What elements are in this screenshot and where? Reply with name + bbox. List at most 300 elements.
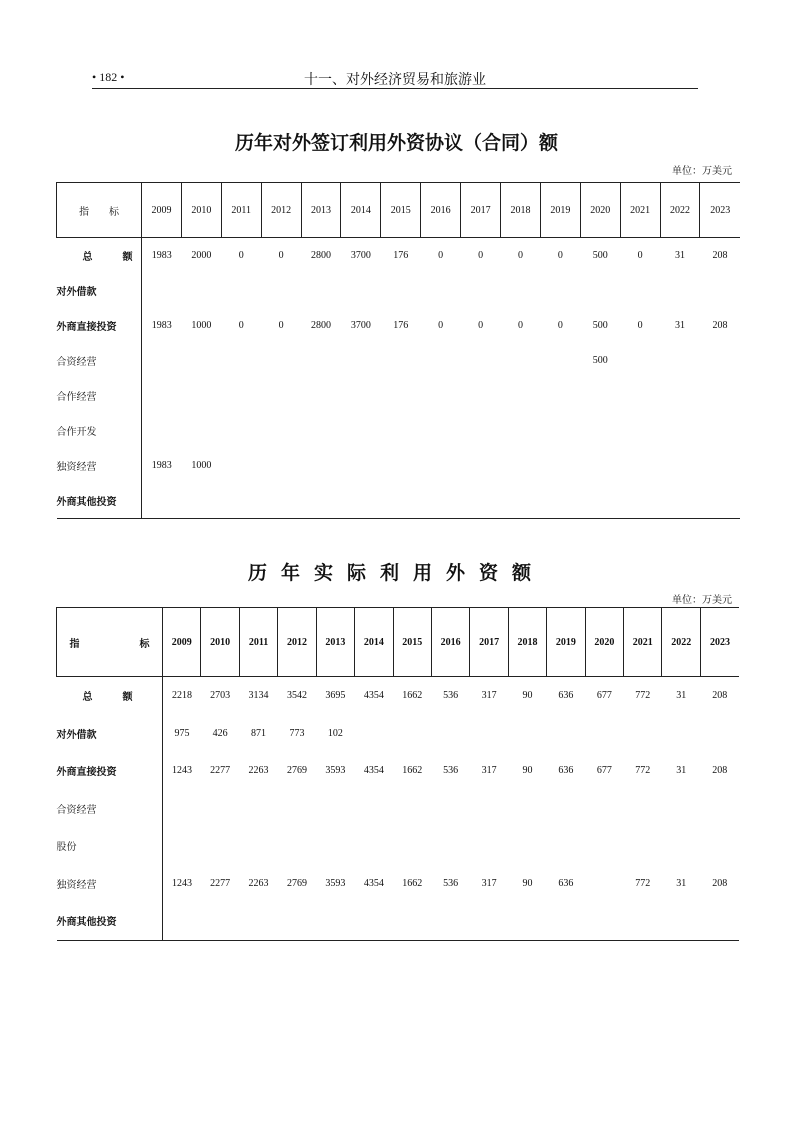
table-cell: 31	[675, 250, 686, 261]
table-cell: 3593	[325, 877, 346, 889]
table-cell	[239, 827, 277, 865]
table-cell: 0	[637, 250, 643, 261]
table1-body	[57, 238, 741, 519]
table-cell	[624, 790, 662, 828]
table-cell	[624, 902, 662, 940]
table2-year-header: 2023	[700, 608, 739, 677]
table-cell	[461, 378, 501, 413]
table-cell: 2277	[210, 765, 231, 777]
table-cell	[381, 273, 421, 308]
table-cell	[624, 715, 662, 753]
table-cell: 677	[596, 765, 612, 777]
table-cell: 0	[278, 320, 284, 331]
table-cell: 500	[592, 355, 608, 366]
table-cell	[142, 273, 182, 308]
table-cell	[221, 483, 261, 519]
table1-year-header: 2016	[421, 183, 461, 238]
table-cell: 176	[393, 320, 409, 331]
table2-year-header: 2009	[163, 608, 201, 677]
table-cell	[301, 273, 341, 308]
table-cell	[221, 413, 261, 448]
table-cell	[501, 483, 541, 519]
table-cell	[508, 790, 546, 828]
table-cell: 2277	[210, 877, 231, 889]
row-label: 外商直接投资	[57, 308, 142, 343]
table1-year-header: 2009	[142, 183, 182, 238]
table-cell: 3700	[350, 250, 371, 261]
table-cell: 772	[635, 690, 651, 702]
row-label: 总 额	[57, 238, 142, 274]
chapter-title: 十一、对外经济贸易和旅游业	[304, 72, 486, 88]
table-cell	[660, 378, 700, 413]
table-cell: 0	[517, 250, 523, 261]
table-cell: 0	[238, 250, 244, 261]
table-cell	[660, 483, 700, 519]
table-cell	[470, 827, 508, 865]
table-cell: 636	[558, 765, 574, 777]
table-cell	[461, 413, 501, 448]
table-cell: 208	[712, 250, 728, 261]
table-cell	[301, 413, 341, 448]
table-cell: 90	[522, 690, 533, 702]
table1-year-header: 2018	[501, 183, 541, 238]
table-cell	[585, 865, 623, 903]
table-cell: 1243	[171, 877, 192, 889]
table-cell	[393, 827, 431, 865]
table-cell	[700, 343, 740, 378]
row-label: 外商其他投资	[57, 902, 163, 940]
table-cell	[278, 790, 316, 828]
table-row	[57, 343, 741, 378]
table-cell	[421, 273, 461, 308]
table-cell	[261, 343, 301, 378]
table-cell: 31	[676, 690, 687, 702]
table2-year-header: 2020	[585, 608, 623, 677]
table-cell: 176	[393, 250, 409, 261]
table-cell	[540, 413, 580, 448]
table-cell	[461, 343, 501, 378]
table1-year-header: 2014	[341, 183, 381, 238]
table1-year-header: 2010	[181, 183, 221, 238]
table-cell	[501, 413, 541, 448]
table-row	[57, 715, 740, 753]
table-cell	[660, 273, 700, 308]
table-cell: 0	[637, 320, 643, 331]
table-cell: 0	[478, 250, 484, 261]
table-cell	[585, 827, 623, 865]
table-cell: 0	[278, 250, 284, 261]
table-cell	[580, 378, 620, 413]
table-cell	[239, 790, 277, 828]
row-label: 独资经营	[57, 448, 142, 483]
table1-year-header: 2015	[381, 183, 421, 238]
table1-header-row	[57, 183, 741, 238]
table-cell	[421, 483, 461, 519]
table-cell	[700, 790, 739, 828]
table-cell: 1000	[191, 460, 212, 471]
table-cell: 208	[712, 877, 728, 889]
table-cell: 0	[478, 320, 484, 331]
table-cell: 871	[251, 727, 267, 739]
table-cell	[540, 483, 580, 519]
table-cell: 2800	[311, 320, 331, 331]
table-cell	[662, 902, 700, 940]
table-cell	[501, 448, 541, 483]
table-cell	[221, 448, 261, 483]
table-cell: 1000	[191, 320, 212, 331]
table-cell	[461, 448, 501, 483]
table-cell	[381, 343, 421, 378]
table-cell: 500	[592, 320, 608, 331]
table-cell	[540, 343, 580, 378]
table-cell	[142, 378, 182, 413]
table-cell	[163, 790, 201, 828]
table-cell	[620, 343, 660, 378]
actual-use-table	[56, 607, 739, 941]
table-cell	[547, 902, 585, 940]
table-cell	[620, 413, 660, 448]
table-row	[57, 677, 740, 715]
table-cell	[431, 715, 469, 753]
table-cell	[341, 378, 381, 413]
table-cell: 1662	[402, 877, 423, 889]
table-row	[57, 865, 740, 903]
table-cell: 1983	[151, 460, 172, 471]
table-cell	[421, 343, 461, 378]
table-cell: 975	[174, 727, 190, 739]
table1-year-header: 2022	[660, 183, 700, 238]
table-cell: 4354	[363, 877, 384, 889]
table-row	[57, 413, 741, 448]
table-cell: 0	[557, 250, 563, 261]
table1-year-header: 2017	[461, 183, 501, 238]
table-cell	[381, 448, 421, 483]
table-cell	[662, 827, 700, 865]
table-cell	[341, 343, 381, 378]
row-label: 外商其他投资	[57, 483, 142, 519]
row-label: 股份	[57, 827, 163, 865]
table2-year-header: 2018	[508, 608, 546, 677]
table-cell	[341, 448, 381, 483]
table-cell: 636	[558, 690, 574, 702]
table-cell	[381, 483, 421, 519]
table-cell	[700, 483, 740, 519]
table-cell	[547, 790, 585, 828]
table-cell	[181, 483, 221, 519]
table2-title: 历年实际利用外资额	[247, 562, 545, 584]
table-cell	[316, 902, 354, 940]
table1-year-header: 2013	[301, 183, 341, 238]
table-cell	[540, 378, 580, 413]
table1-year-header: 2020	[580, 183, 620, 238]
table-cell	[660, 343, 700, 378]
table-cell	[431, 790, 469, 828]
table-cell	[355, 715, 393, 753]
table-cell	[620, 483, 660, 519]
table-cell	[393, 790, 431, 828]
table-cell: 208	[712, 320, 728, 331]
table-cell: 4354	[363, 690, 384, 702]
table-cell	[142, 343, 182, 378]
table-cell	[393, 902, 431, 940]
table-cell: 772	[635, 877, 651, 889]
table-cell	[470, 715, 508, 753]
table-cell: 500	[592, 250, 608, 261]
table-row	[57, 483, 741, 519]
table-cell	[239, 902, 277, 940]
table2-year-header: 2010	[201, 608, 239, 677]
table2-body	[57, 677, 740, 941]
table-cell: 2263	[248, 765, 269, 777]
table-cell	[381, 378, 421, 413]
table-cell	[508, 902, 546, 940]
table-cell	[700, 715, 739, 753]
table-cell: 536	[443, 877, 459, 889]
table-cell: 208	[712, 690, 728, 702]
table-cell	[620, 448, 660, 483]
table-cell: 4354	[363, 765, 384, 777]
table-row	[57, 378, 741, 413]
table-cell	[421, 413, 461, 448]
table-cell	[501, 273, 541, 308]
table2-year-header: 2022	[662, 608, 700, 677]
table1-year-header: 2023	[700, 183, 740, 238]
table-cell	[431, 827, 469, 865]
table-cell	[341, 483, 381, 519]
table-cell: 677	[596, 690, 612, 702]
table-cell: 317	[481, 765, 497, 777]
table-cell	[341, 413, 381, 448]
table2-year-header: 2015	[393, 608, 431, 677]
table-cell	[142, 483, 182, 519]
table-cell	[355, 790, 393, 828]
table2-unit: 单位：万美元	[672, 595, 732, 606]
table-row	[57, 308, 741, 343]
table-cell	[547, 827, 585, 865]
table-cell	[547, 715, 585, 753]
table-cell	[201, 790, 239, 828]
row-label: 合作经营	[57, 378, 142, 413]
table2-year-header: 2019	[547, 608, 585, 677]
table-cell	[620, 378, 660, 413]
table-cell	[163, 827, 201, 865]
page-number: • 182 •	[92, 70, 125, 84]
table-cell	[261, 413, 301, 448]
table-cell: 2769	[286, 765, 307, 777]
table-cell	[470, 902, 508, 940]
table-cell	[201, 827, 239, 865]
table-cell: 31	[676, 765, 687, 777]
table-cell	[508, 827, 546, 865]
table2-year-header: 2011	[239, 608, 277, 677]
table-cell	[620, 273, 660, 308]
row-label: 合资经营	[57, 790, 163, 828]
table-cell	[580, 448, 620, 483]
table-row	[57, 238, 741, 274]
table-cell	[501, 378, 541, 413]
table-cell: 2000	[191, 250, 212, 261]
table1-title: 历年对外签订利用外资协议（合同）额	[234, 132, 558, 154]
row-label: 外商直接投资	[57, 752, 163, 790]
table1-year-header: 2019	[540, 183, 580, 238]
table-cell: 3134	[248, 690, 269, 702]
contract-amount-table	[56, 182, 740, 519]
table-cell: 3542	[286, 690, 307, 702]
table-cell	[278, 902, 316, 940]
table-row	[57, 752, 740, 790]
table1-year-header: 2021	[620, 183, 660, 238]
table-cell	[585, 715, 623, 753]
table-cell	[181, 378, 221, 413]
table-cell	[461, 273, 501, 308]
table1-label-header: 指 标	[57, 183, 142, 238]
table-cell	[261, 378, 301, 413]
table-cell	[142, 413, 182, 448]
table-cell	[660, 448, 700, 483]
row-label: 总 额	[57, 677, 163, 715]
table-cell	[700, 827, 739, 865]
table-cell	[301, 343, 341, 378]
table-cell	[301, 448, 341, 483]
table-row	[57, 448, 741, 483]
table-cell	[316, 827, 354, 865]
table-cell: 0	[438, 250, 444, 261]
table2-label-header: 指 标	[57, 608, 163, 677]
table-cell: 2769	[286, 877, 307, 889]
table-cell: 2800	[311, 250, 331, 261]
table-cell: 636	[558, 877, 574, 889]
table-cell	[181, 273, 221, 308]
table-cell: 90	[522, 765, 533, 777]
table-cell	[501, 343, 541, 378]
table-cell	[181, 343, 221, 378]
table-cell	[316, 790, 354, 828]
table-cell	[700, 413, 740, 448]
table-row	[57, 790, 740, 828]
table-cell: 3593	[325, 765, 346, 777]
table-cell: 1662	[402, 690, 423, 702]
table-cell	[540, 448, 580, 483]
table-cell: 426	[212, 727, 228, 739]
table-cell	[221, 343, 261, 378]
table-cell: 772	[635, 765, 651, 777]
table-cell: 2703	[210, 690, 231, 702]
table-cell	[181, 413, 221, 448]
table-cell: 90	[522, 877, 533, 889]
table-cell: 536	[443, 765, 459, 777]
table-cell: 1983	[151, 250, 172, 261]
table-cell	[585, 790, 623, 828]
table-cell	[540, 273, 580, 308]
table-cell	[393, 715, 431, 753]
table-cell	[700, 448, 740, 483]
table-cell	[660, 413, 700, 448]
table-cell	[700, 273, 740, 308]
table-cell: 317	[481, 690, 497, 702]
table-cell	[508, 715, 546, 753]
table-cell	[662, 790, 700, 828]
row-label: 对外借款	[57, 715, 163, 753]
table-cell: 1983	[151, 320, 172, 331]
table-cell	[585, 902, 623, 940]
table-cell	[381, 413, 421, 448]
table-cell: 2263	[248, 877, 269, 889]
table-cell: 0	[438, 320, 444, 331]
table-cell: 317	[481, 877, 497, 889]
table-cell	[431, 902, 469, 940]
table2-year-header: 2016	[431, 608, 469, 677]
table-cell: 3695	[325, 690, 346, 702]
table-cell	[221, 378, 261, 413]
page-header	[92, 68, 698, 89]
table-cell	[201, 902, 239, 940]
table-cell	[470, 790, 508, 828]
table-cell	[261, 483, 301, 519]
table-cell	[341, 273, 381, 308]
table-cell	[700, 378, 740, 413]
table-cell	[278, 827, 316, 865]
table-cell: 536	[443, 690, 459, 702]
table-cell: 3700	[350, 320, 371, 331]
table-cell: 0	[557, 320, 563, 331]
table-cell	[421, 378, 461, 413]
table-cell: 0	[517, 320, 523, 331]
table2-year-header: 2014	[355, 608, 393, 677]
table-cell	[301, 378, 341, 413]
table2-header-row	[57, 608, 740, 677]
table2-year-header: 2013	[316, 608, 354, 677]
table-cell	[355, 827, 393, 865]
table-cell: 31	[675, 320, 686, 331]
table2-year-header: 2012	[278, 608, 316, 677]
table-cell	[461, 483, 501, 519]
table-cell	[261, 448, 301, 483]
table2-year-header: 2017	[470, 608, 508, 677]
table-cell	[261, 273, 301, 308]
row-label: 对外借款	[57, 273, 142, 308]
table-row	[57, 273, 741, 308]
table-cell: 208	[712, 765, 728, 777]
table-row	[57, 902, 740, 940]
table-cell	[580, 413, 620, 448]
table-cell	[662, 715, 700, 753]
table-cell	[421, 448, 461, 483]
table-cell	[580, 273, 620, 308]
table1-unit: 单位：万美元	[672, 166, 732, 177]
table-cell	[355, 902, 393, 940]
table-cell	[301, 483, 341, 519]
row-label: 合作开发	[57, 413, 142, 448]
table-cell: 773	[289, 727, 305, 739]
table2-year-header: 2021	[624, 608, 662, 677]
table-cell	[580, 483, 620, 519]
table-cell: 1662	[402, 765, 423, 777]
table1-year-header: 2011	[221, 183, 261, 238]
row-label: 独资经营	[57, 865, 163, 903]
table1-year-header: 2012	[261, 183, 301, 238]
row-label: 合资经营	[57, 343, 142, 378]
table-cell: 102	[327, 727, 343, 739]
table-cell: 0	[238, 320, 244, 331]
table-cell	[700, 902, 739, 940]
table-cell: 31	[676, 877, 687, 889]
table-cell: 2218	[171, 690, 192, 702]
table-row	[57, 827, 740, 865]
table-cell	[163, 902, 201, 940]
table-cell	[624, 827, 662, 865]
table-cell: 1243	[171, 765, 192, 777]
table-cell	[221, 273, 261, 308]
